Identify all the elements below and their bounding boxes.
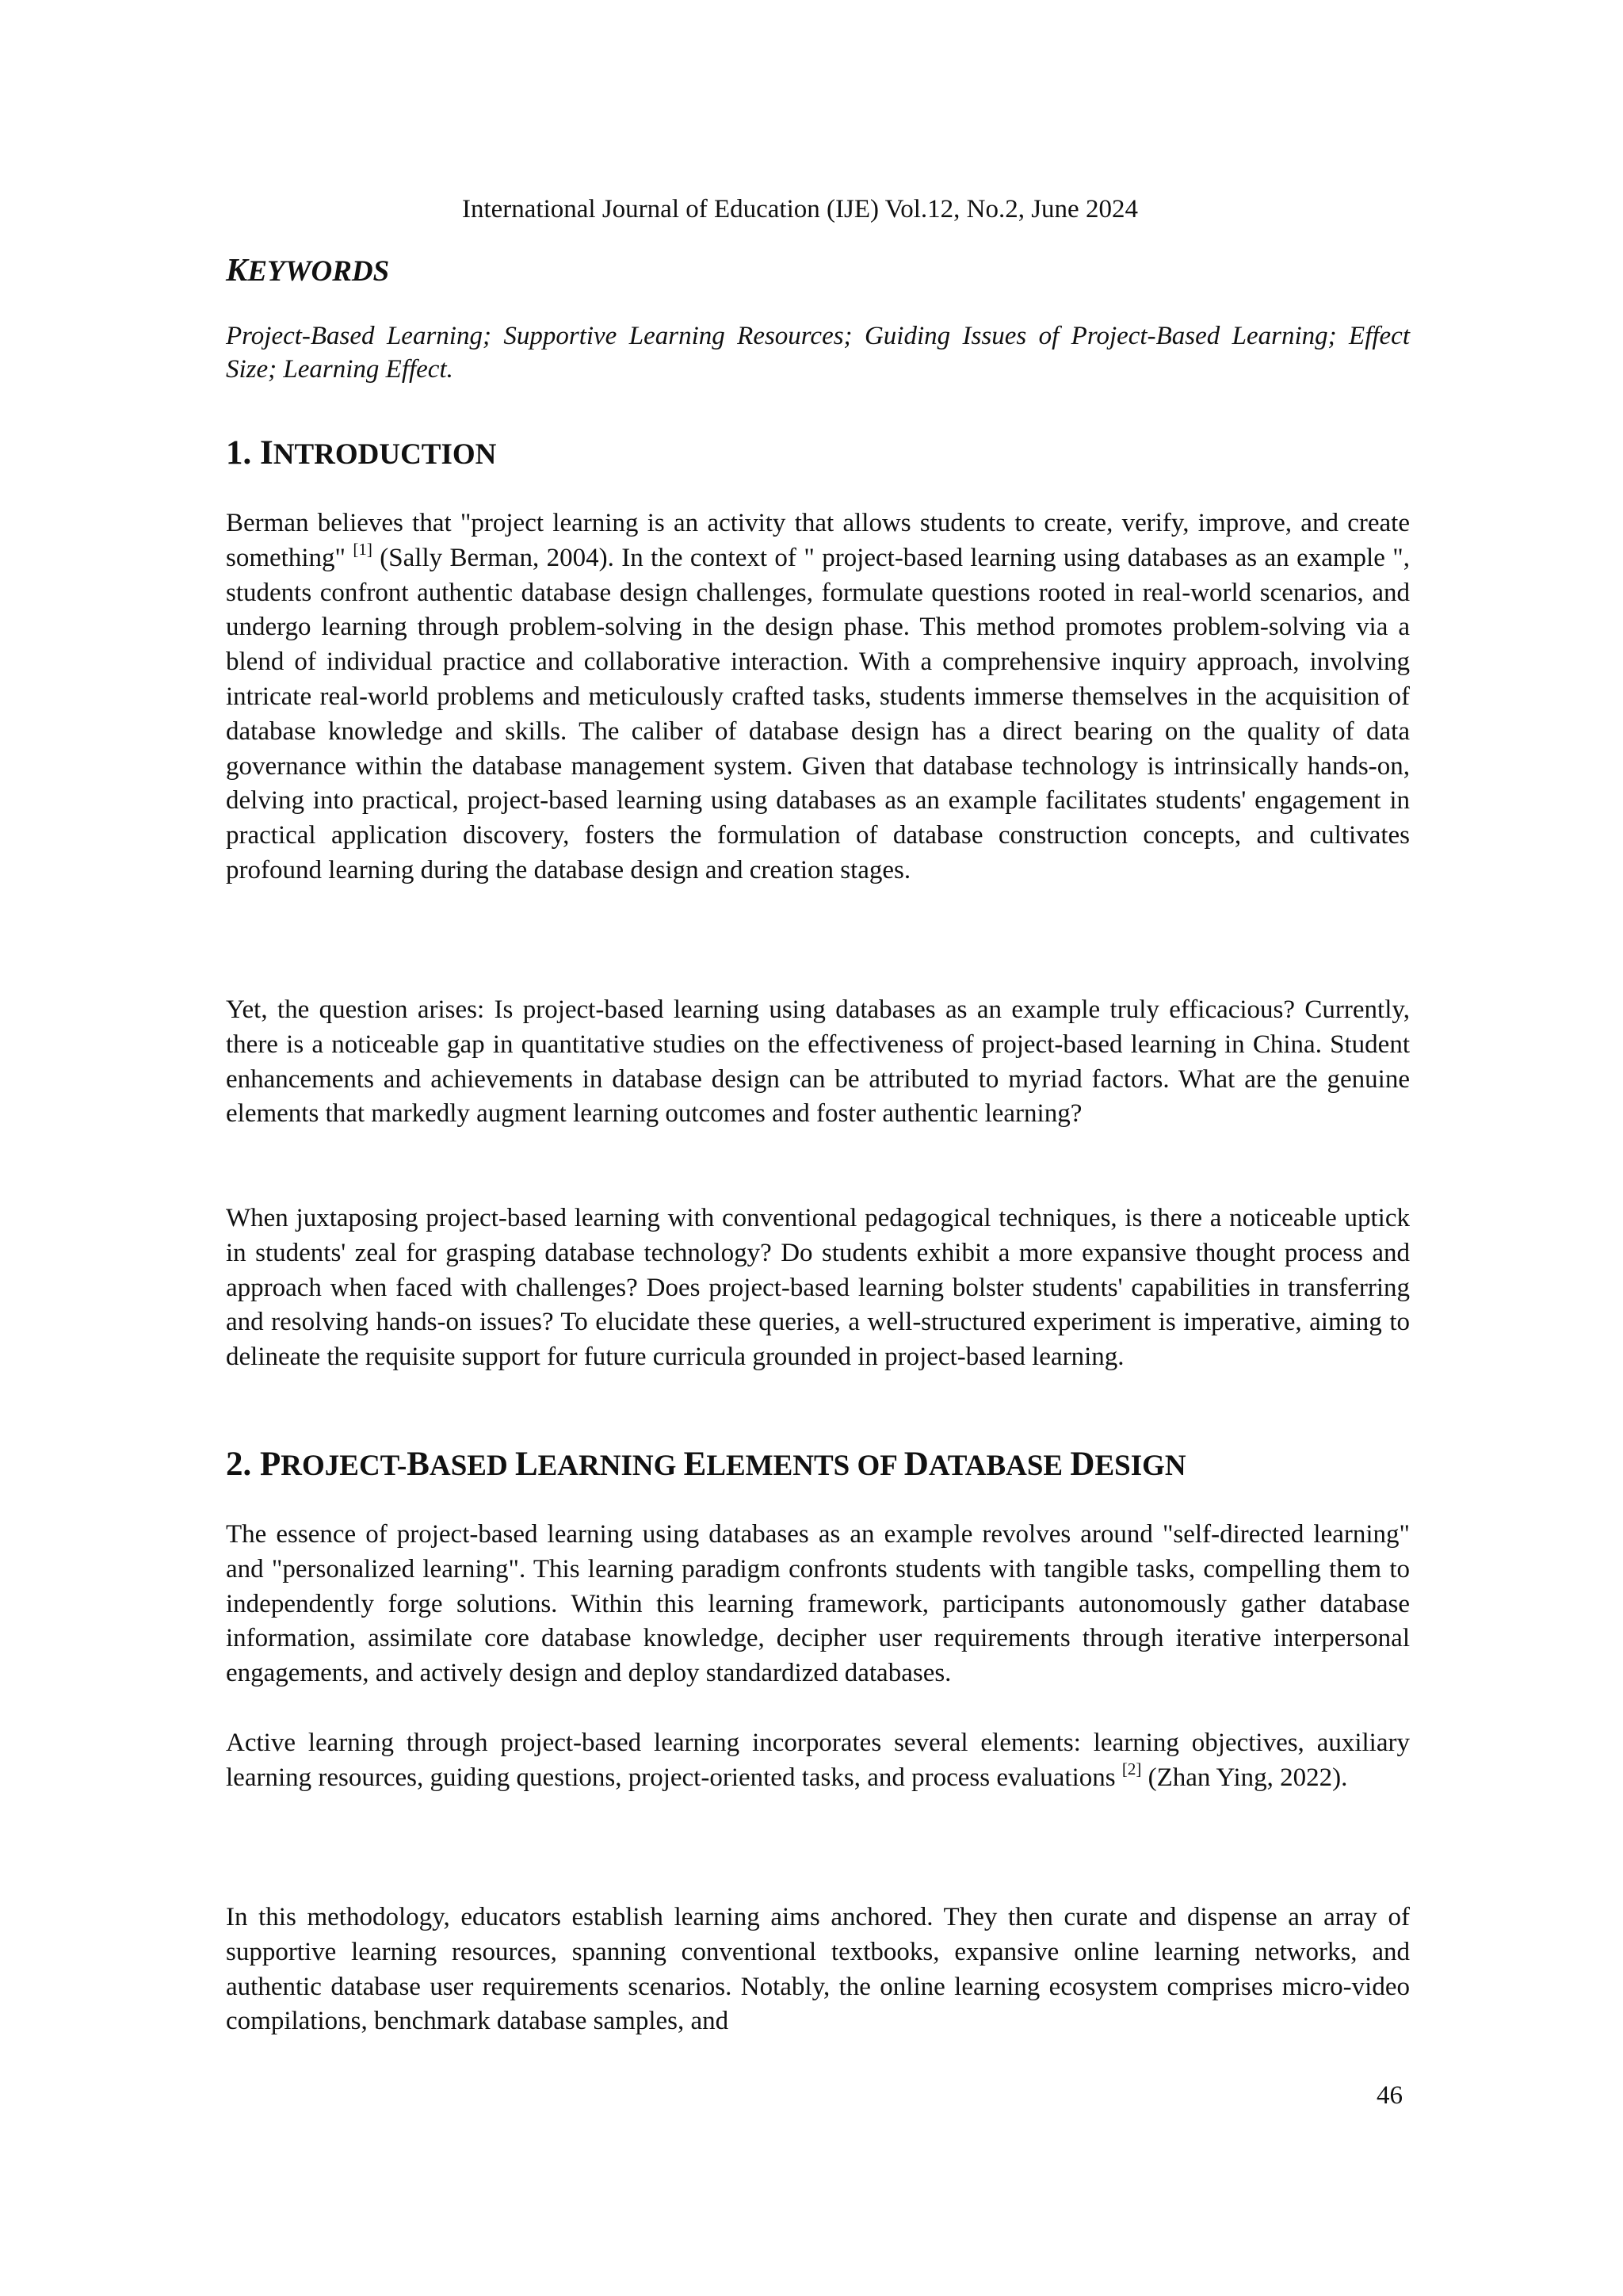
section-2-paragraph-2	[226, 1726, 1410, 1796]
section-1-title-initial: I	[260, 434, 273, 472]
section-2-title-initial-5: D	[903, 1446, 929, 1483]
section-2-title-rest-1: ROJECT-	[281, 1450, 407, 1482]
section-2-p2-text-a: Active learning through project-based learning incorporates several elements: learning objectives, auxiliary learning resources, guiding questions, project-oriented tasks, and process evaluations	[226, 1729, 1410, 1792]
section-2-title-rest-4: LEMENTS OF	[706, 1450, 904, 1482]
section-2-title-rest-6: ESIGN	[1094, 1450, 1186, 1482]
section-1-title-rest: NTRODUCTION	[273, 438, 497, 471]
keywords-heading-rest: EYWORDS	[247, 255, 390, 288]
section-2-paragraph-1: The essence of project-based learning using databases as an example revolves around "self-directed learning" and "personalized learning". This learning paradigm confronts students with tangible tasks, compelling them to independently forge solutions. Within this learning framework, participants autonomously gather database information, assimilate core database knowledge, decipher user requirements through iterative interpersonal engagements, and actively design and deploy standardized databases.	[226, 1520, 1410, 1688]
section-2-title-rest-5: ATABASE	[928, 1450, 1071, 1482]
section-2-number: 2.	[226, 1446, 260, 1483]
journal-header: International Journal of Education (IJE) Vol.12, No.2, June 2024	[462, 195, 1138, 223]
section-2-title-initial-2: B	[407, 1446, 430, 1483]
section-2-title-rest-3: EARNING	[537, 1450, 684, 1482]
section-2-title-initial-1: P	[260, 1446, 281, 1483]
section-2-title-rest-2: ASED	[429, 1450, 515, 1482]
section-1-p1-text-a: Berman believes that "project learning is an activity that allows students to create, verify, improve, and create something"	[226, 509, 1410, 572]
keywords-heading-initial: K	[226, 251, 248, 288]
keywords-text: Project-Based Learning; Supportive Learning Resources; Guiding Issues of Project-Based Learning; Effect Size; Learning Effect.	[226, 322, 1410, 384]
section-2-heading	[226, 1445, 1186, 1484]
section-1-paragraph-2: Yet, the question arises: Is project-based learning using databases as an example truly efficacious? Currently, there is a noticeable gap in quantitative studies on the effectiveness of project-based learning in China. Student enhancements and achievements in database design can be attributed to myriad factors. What are the genuine elements that markedly augment learning outcomes and foster authentic learning?	[226, 995, 1410, 1129]
citation-1: [1]	[353, 539, 372, 559]
section-2-title-initial-4: E	[683, 1446, 707, 1483]
keywords-heading	[226, 250, 389, 288]
section-2-title-initial-6: D	[1070, 1446, 1095, 1483]
section-1-heading	[226, 434, 496, 472]
page-number: 46	[1377, 2081, 1403, 2110]
section-1-paragraph-3: When juxtaposing project-based learning with conventional pedagogical techniques, is there a noticeable uptick in students' zeal for grasping database technology? Do students exhibit a more expansive thought process and approach when faced with challenges? Does project-based learning bolster students' capabilities in transferring and resolving hands-on issues? To elucidate these queries, a well-structured experiment is imperative, aiming to delineate the requisite support for future curricula grounded in project-based learning.	[226, 1204, 1410, 1372]
section-1-p1-text-b: (Sally Berman, 2004). In the context of " project-based learning using databases as an example ", students confront authentic database design challenges, formulate questions rooted in real-world scenarios, and undergo learning through problem-solving in the design phase. This method promotes problem-solving via a blend of individual practice and collaborative interaction. With a comprehensive inquiry approach, involving intricate real-world problems and meticulously crafted tasks, students immerse themselves in the acquisition of database knowledge and skills. The caliber of database design has a direct bearing on the quality of data governance within the database management system. Given that database technology is intrinsically hands-on, delving into practical, project-based learning using databases as an example facilitates students' engagement in practical application discovery, fosters the formulation of database construction concepts, and cultivates profound learning during the database design and creation stages.	[226, 543, 1410, 884]
section-2-p2-text-b: (Zhan Ying, 2022).	[1141, 1763, 1348, 1792]
citation-2: [2]	[1121, 1759, 1142, 1778]
section-1-number: 1.	[226, 434, 260, 472]
section-1-paragraph-1	[226, 506, 1410, 888]
section-2-paragraph-3: In this methodology, educators establish learning aims anchored. They then curate and dispense an array of supportive learning resources, spanning conventional textbooks, expansive online learning networks, and authentic database user requirements scenarios. Notably, the online learning ecosystem comprises micro-video compilations, benchmark database samples, and	[226, 1903, 1410, 2036]
section-2-title-initial-3: L	[514, 1446, 538, 1483]
